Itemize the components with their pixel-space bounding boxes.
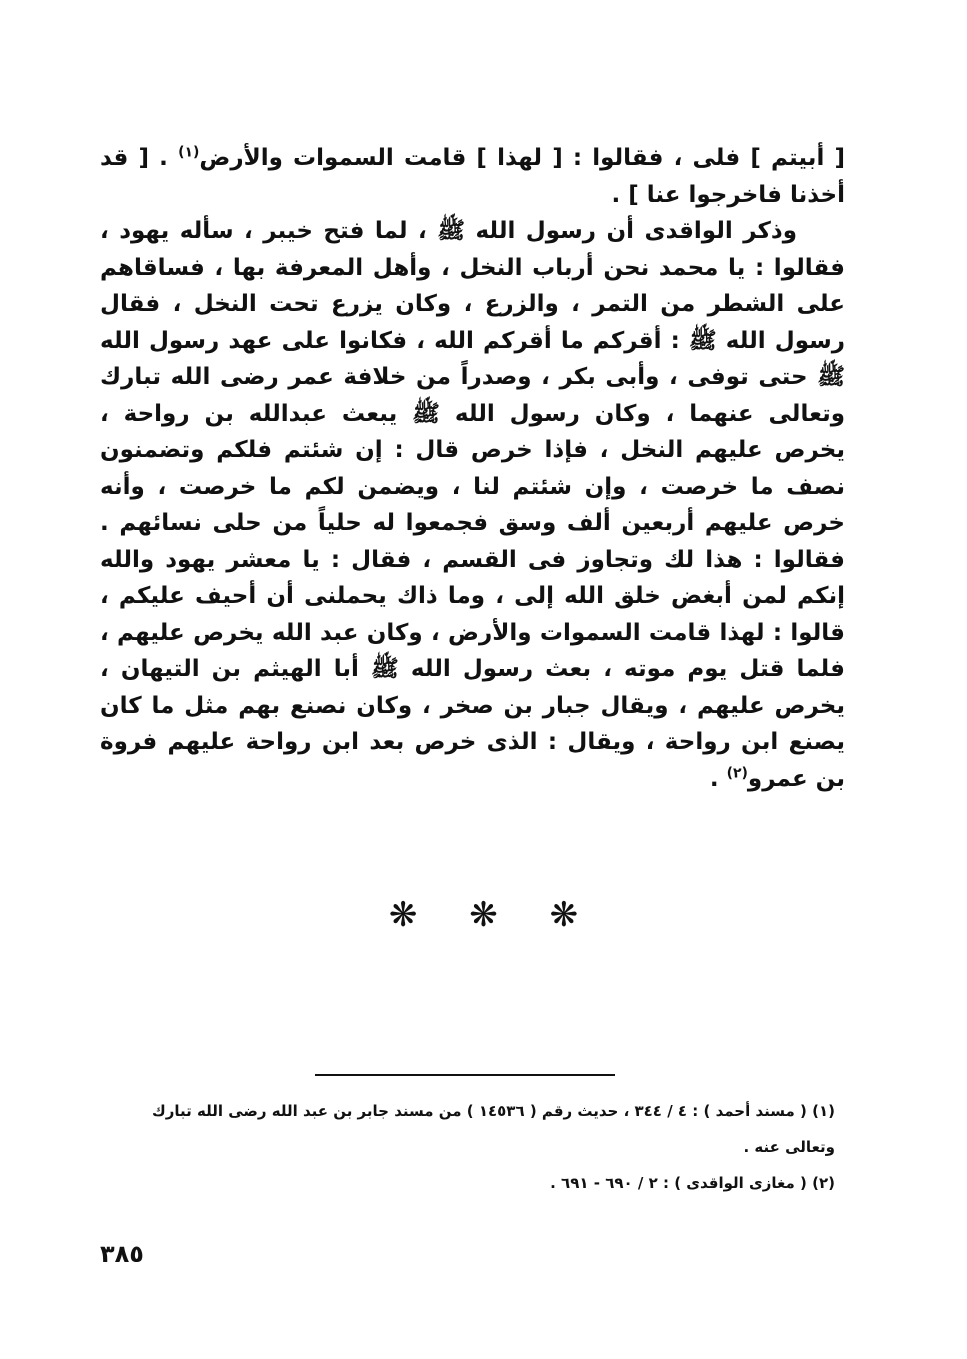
footnote-1: (١) ( مسند أحمد ) : ٤ / ٣٤٤ ، حديث رقم ( ١٤٥٣٦ ) من مسند جابر بن عبد الله رضى الله تبارك وتعالى عنه . [152,1102,835,1156]
asterisk-icon: ❋ [469,895,498,935]
asterisk-icon: ❋ [549,895,579,935]
page-number: ٣٨٥ [100,1240,144,1268]
asterisk-icon: ❋ [388,895,418,935]
paragraph-1-text: [ أبيتم ] فلى ، فقالوا : [ لهذا ] قامت السموات والأرض [199,145,845,171]
footnotes [100,1093,835,1201]
paragraph-2-tail: . [709,765,727,792]
footnote-ref-1[interactable]: (١) [178,144,200,161]
paragraph-2-text: وذكر الواقدى أن رسول الله ﷺ ، لما فتح خيبر ، سأله يهود ، فقالوا : يا محمد نحن أرباب النخل ، وأهل المعرفة بها ، فساقاهم على الشطر من التمر ، والزرع ، وكان يزرع تحت النخل ، فقال رسول الله ﷺ : أقركم ما أقركم الله ، فكانوا على عهد رسول الله ﷺ حتى توفى ، وأبى بكر ، وصدراً من خلافة عمر رضى الله تبارك وتعالى عنهما ، وكان رسول الله ﷺ يبعث عبدالله بن رواحة ، يخرص عليهم النخل ، فإذا خرص قال : إن شئتم فلكم وتضمنون نصف ما خرصت ، وإن شئتم لنا ، ويضمن لكم ما خرصت ، وأنه خرص عليهم أربعين ألف وسق فجمعوا له حلياً من حلى نسائهم . فقالوا : هذا لك وتجاوز فى القسم ، فقال : يا معشر يهود والله إنكم لمن أبغض خلق الله إلى ، وما ذاك يحملنى أن أحيف عليكم ، قالوا : لهذا قامت السموات والأرض ، وكان عبد الله يخرص عليهم ، فلما قتل يوم موته ، بعث رسول الله ﷺ أبا الهيثم بن التيهان ، يخرص عليهم ، ويقال جبار بن صخر ، وكان نصنع بهم مثل ما كان يصنع ابن رواحة ، ويقال : الذى خرص بعد ابن رواحة عليهم فروة بن عمرو [100,218,845,792]
footnote-divider [315,1074,615,1076]
main-text [100,140,845,797]
paragraph-1 [100,140,845,213]
section-separator [0,895,967,935]
footnote-ref-2[interactable]: (٢) [726,764,748,781]
footnote-2: (٢) ( مغازى الواقدى ) : ٢ / ٦٩٠ - ٦٩١ . [550,1174,835,1192]
paragraph-2 [100,213,845,797]
paragraph-1-tail: . [ قد أخذنا فاخرجوا عنا ] . [100,145,845,208]
